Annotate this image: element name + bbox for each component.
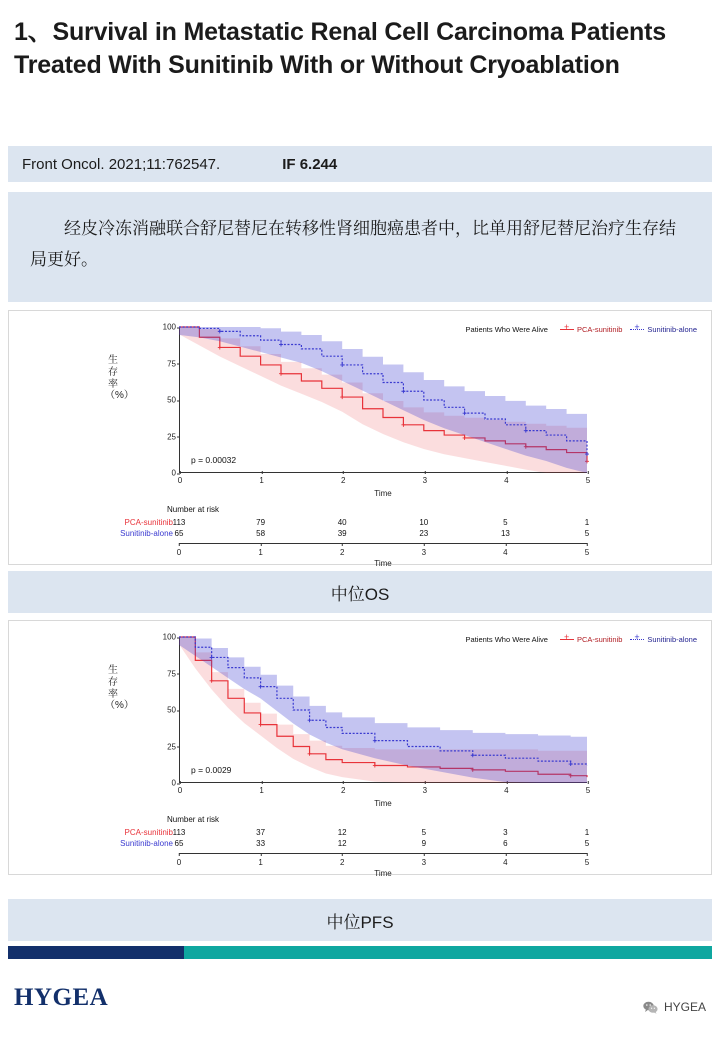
pfs-risk-value: 9 (421, 839, 427, 848)
os-risk-value: 79 (256, 518, 266, 527)
footer-color-bar (8, 946, 712, 959)
journal-citation-bar (8, 146, 712, 182)
summary-panel (8, 192, 712, 302)
os-risk-x-axis-label: Time (374, 559, 392, 568)
os-risk-row-label: PCA-sunitinib (124, 518, 173, 527)
table-row (124, 828, 590, 839)
os-risk-x-tick: 3 (421, 548, 427, 557)
os-risk-value: 113 (172, 518, 186, 527)
pfs-risk-table-title: Number at risk (167, 815, 220, 824)
pfs-y-tick: 50 (167, 705, 176, 715)
os-x-tick: 3 (422, 476, 428, 485)
impact-factor: IF 6.244 (282, 155, 338, 173)
wechat-icon (643, 1001, 658, 1014)
pfs-caption: 中位PFS (8, 899, 712, 941)
os-x-tick: 5 (585, 476, 591, 485)
os-p-value: p = 0.00032 (191, 455, 237, 465)
os-risk-x-tick: 2 (339, 548, 345, 557)
pfs-y-tick: 25 (167, 742, 176, 751)
pfs-x-axis-label: Time (374, 799, 392, 808)
pfs-risk-value: 37 (256, 828, 266, 837)
os-risk-value: 39 (337, 529, 347, 538)
pfs-legend-label: Sunitinib-alone (647, 635, 697, 644)
pfs-chart-title: Patients Who Were Alive (465, 635, 548, 644)
pfs-x-tick: 2 (340, 786, 346, 795)
pfs-y-tick: 0 (171, 778, 176, 788)
journal-citation: Front Oncol. 2021;11:762547. (22, 155, 221, 173)
os-x-tick: 0 (177, 476, 183, 485)
os-legend-item (560, 325, 622, 334)
os-legend (466, 325, 697, 334)
pfs-x-tick: 0 (177, 786, 183, 795)
os-y-tick: 25 (167, 432, 176, 441)
pfs-risk-table (120, 828, 590, 850)
os-y-tick: 0 (171, 468, 176, 478)
wechat-label: HYGEA (663, 1000, 706, 1014)
pfs-risk-row-label: Sunitinib-alone (120, 839, 173, 848)
os-risk-value: 65 (174, 529, 184, 538)
table-row (120, 839, 590, 850)
legend-swatch-blue-icon (630, 326, 644, 333)
os-risk-value: 10 (419, 518, 429, 527)
os-y-axis-label: 生存率（%） (105, 355, 134, 402)
pfs-legend (466, 635, 697, 644)
pfs-legend-label: PCA-sunitinib (576, 635, 623, 644)
pfs-risk-x-tick: 2 (339, 858, 345, 867)
pfs-p-value: p = 0.0029 (191, 765, 232, 775)
os-risk-x-tick: 4 (503, 548, 508, 557)
pfs-risk-x-tick: 5 (584, 858, 590, 867)
os-risk-value: 13 (500, 529, 510, 538)
pfs-y-axis-label: 生存率（%） (105, 665, 134, 712)
pfs-risk-value: 6 (503, 839, 508, 848)
pfs-risk-row-label: PCA-sunitinib (124, 828, 173, 837)
summary-text: 经皮冷冻消融联合舒尼替尼在转移性肾细胞癌患者中，比单用舒尼替尼治疗生存结局更好。 (30, 219, 676, 269)
os-x-tick: 2 (340, 476, 346, 485)
os-y-tick: 75 (167, 359, 176, 368)
os-chart-title: Patients Who Were Alive (465, 325, 548, 334)
pfs-risk-value: 12 (337, 828, 347, 837)
pfs-x-tick: 3 (422, 786, 428, 795)
pfs-survival-chart (8, 620, 712, 878)
pfs-risk-x-tick: 4 (503, 858, 508, 867)
pfs-risk-x-tick: 1 (258, 858, 263, 867)
pfs-risk-value: 5 (421, 828, 427, 837)
os-risk-x-tick: 5 (584, 548, 590, 557)
os-y-tick: 100 (162, 322, 176, 332)
wechat-handle (643, 1000, 706, 1014)
pfs-x-tick: 4 (504, 786, 509, 795)
pfs-risk-value: 3 (503, 828, 508, 837)
pfs-legend-item (630, 635, 697, 644)
pfs-risk-x-tick: 3 (421, 858, 427, 867)
pfs-risk-x-tick: 0 (176, 858, 182, 867)
page-title: 1、Survival in Metastatic Renal Cell Carcinoma Patients Treated With Sunitinib With or Without Cryoablation (14, 18, 666, 79)
legend-swatch-red-icon (560, 326, 574, 333)
pfs-risk-value: 33 (256, 839, 266, 848)
table-row (120, 529, 590, 540)
os-legend-item (630, 325, 697, 334)
table-row (124, 518, 590, 529)
pfs-risk-x-axis-label: Time (374, 869, 392, 878)
pfs-risk-value: 12 (337, 839, 347, 848)
os-x-tick: 1 (259, 476, 264, 485)
os-risk-value: 23 (419, 529, 429, 538)
os-risk-axis (176, 543, 590, 557)
pfs-risk-axis (176, 853, 590, 867)
os-legend-label: Sunitinib-alone (647, 325, 697, 334)
pfs-risk-value: 113 (172, 828, 186, 837)
os-caption: 中位OS (8, 571, 712, 613)
legend-swatch-blue-icon (630, 636, 644, 643)
pfs-risk-value: 65 (174, 839, 184, 848)
os-risk-value: 40 (337, 518, 347, 527)
pfs-legend-item (560, 635, 622, 644)
os-risk-table-title: Number at risk (167, 505, 220, 514)
pfs-y-tick: 75 (167, 669, 176, 678)
os-y-tick: 50 (167, 395, 176, 405)
os-risk-x-tick: 0 (176, 548, 182, 557)
os-risk-x-tick: 1 (258, 548, 263, 557)
os-legend-label: PCA-sunitinib (576, 325, 623, 334)
os-risk-value: 5 (503, 518, 508, 527)
os-risk-value: 58 (256, 529, 266, 538)
pfs-x-tick: 5 (585, 786, 591, 795)
pfs-risk-value: 1 (584, 828, 590, 837)
legend-swatch-red-icon (560, 636, 574, 643)
os-x-axis-label: Time (374, 489, 392, 498)
os-risk-value: 5 (584, 529, 590, 538)
brand-logo: HYGEA (14, 984, 109, 1011)
pfs-x-tick: 1 (259, 786, 264, 795)
pfs-risk-value: 5 (584, 839, 590, 848)
os-risk-value: 1 (584, 518, 590, 527)
os-risk-row-label: Sunitinib-alone (120, 529, 173, 538)
os-survival-chart (8, 310, 712, 568)
pfs-y-tick: 100 (162, 632, 176, 642)
os-risk-table (120, 518, 590, 540)
os-x-tick: 4 (504, 476, 509, 485)
